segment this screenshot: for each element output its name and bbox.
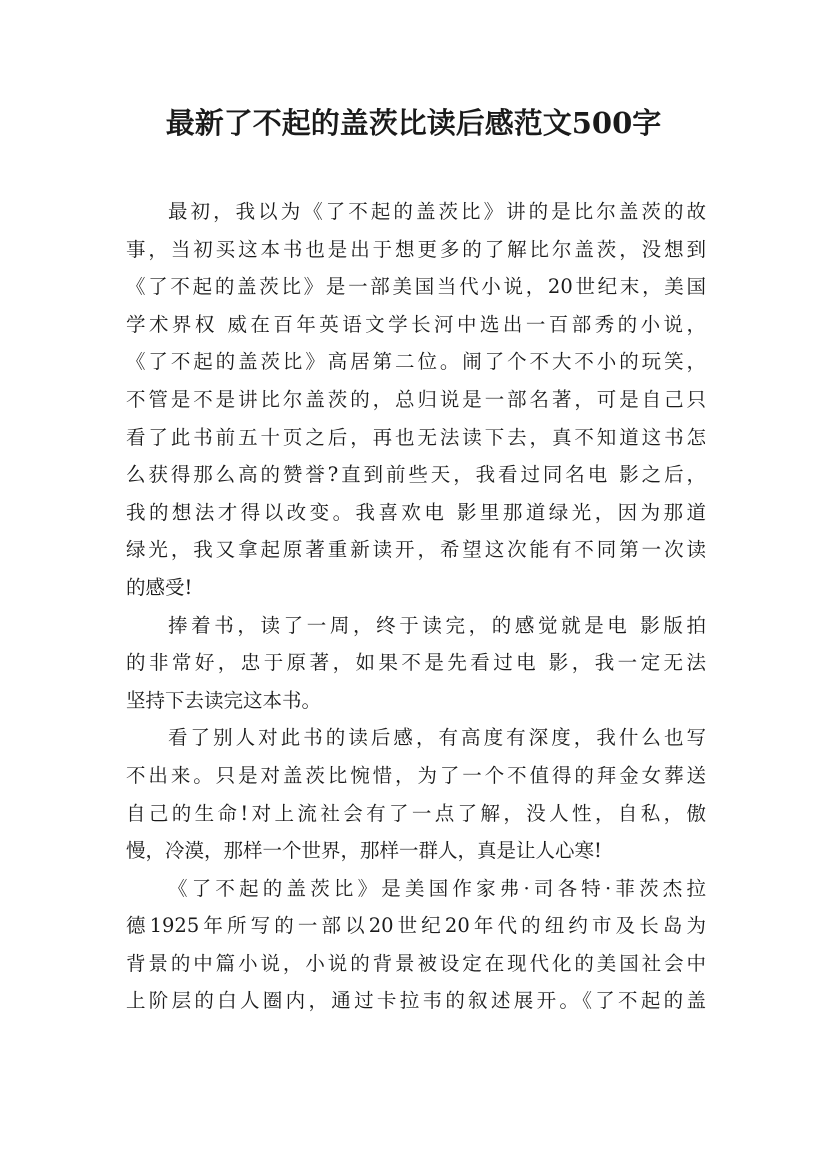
document-body [126, 193, 706, 1020]
text-line: 事，当初买这本书也是出于想更多的了解比尔盖茨，没想到 [126, 237, 706, 261]
text-line: 自己的生命!对上流社会有了一点了解，没人性，自私，傲 [126, 801, 706, 825]
text-line: 背景的中篇小说，小说的背景被设定在现代化的美国社会中 [126, 951, 706, 975]
text-line: 我的想法才得以改变。我喜欢电 影里那道绿光，因为那道 [126, 500, 706, 524]
text-line: 最初，我以为《了不起的盖茨比》讲的是比尔盖茨的故 [168, 200, 706, 223]
text-line: 绿光，我又拿起原著重新读开，希望这次能有不同第一次读 [126, 538, 706, 562]
text-line: 《了不起的盖茨比》是美国作家弗·司各特·菲茨杰拉 [168, 876, 706, 900]
text-line: 《了不起的盖茨比》高居第二位。闹了个不大不小的玩笑， [126, 350, 706, 374]
text-line: 捧着书，读了一周，终于读完，的感觉就是电 影版拍 [168, 613, 706, 637]
text-line: 的非常好，忠于原著，如果不是先看过电 影，我一定无法 [126, 651, 706, 675]
text-line: 看了此书前五十页之后，再也无法读下去，真不知道这书怎 [126, 425, 706, 449]
text-line: 德1925年所写的一部以20世纪20年代的纽约市及长岛为 [126, 914, 706, 938]
document-title: 最新了不起的盖茨比读后感范文500字 [165, 106, 662, 140]
text-line: 慢，冷漠，那样一个世界，那样一群人，真是让人心寒! [126, 839, 602, 863]
text-line: 看了别人对此书的读后感，有高度有深度，我什么也写 [168, 726, 706, 750]
text-line: 《了不起的盖茨比》是一部美国当代小说，20世纪末，美国 [126, 275, 706, 299]
text-line: 学术界权 威在百年英语文学长河中选出一百部秀的小说， [126, 312, 706, 336]
text-line: 的感受! [126, 575, 193, 599]
text-line: 上阶层的白人圈内，通过卡拉韦的叙述展开。《了不起的盖 [126, 989, 706, 1013]
text-line: 不管是不是讲比尔盖茨的，总归说是一部名著，可是自己只 [126, 387, 706, 411]
text-line: 么获得那么高的赞誉?直到前些天，我看过同名电 影之后， [126, 463, 706, 487]
text-line: 坚持下去读完这本书。 [126, 688, 322, 712]
text-line: 不出来。只是对盖茨比惋惜，为了一个不值得的拜金女葬送 [126, 763, 706, 787]
